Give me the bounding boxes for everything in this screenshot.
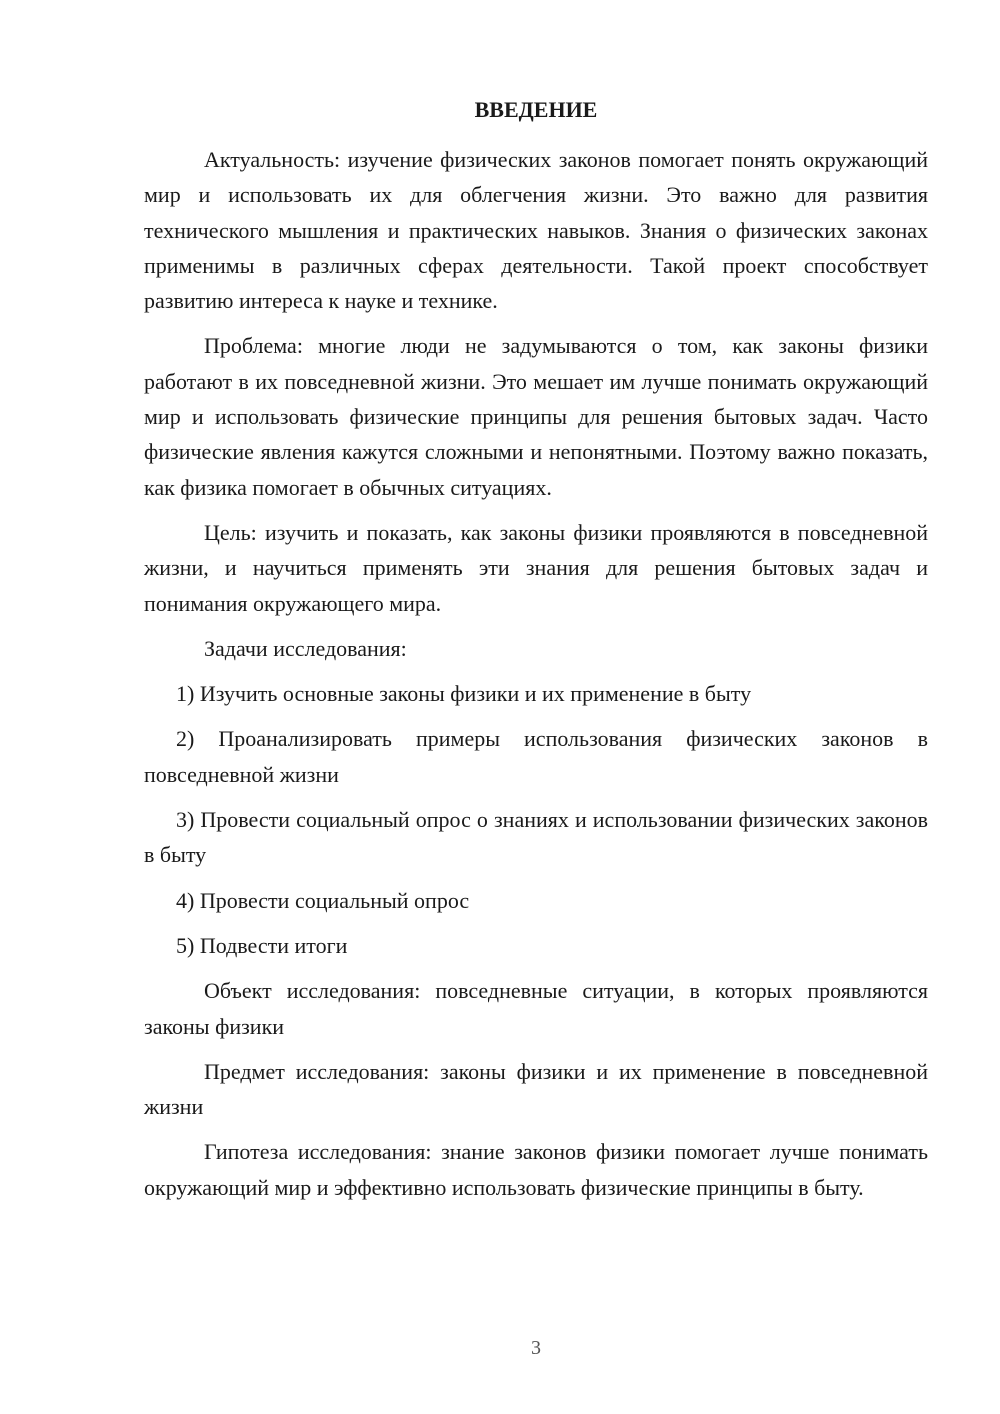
paragraph-hypothesis: Гипотеза исследования: знание законов физики помогает лучше понимать окружающий мир и эффективно использовать физические принципы в быту.: [144, 1139, 928, 1200]
task-item-3: 3) Провести социальный опрос о знаниях и использовании физических законов в быту: [144, 807, 928, 868]
paragraph-problem: Проблема: многие люди не задумываются о том, как законы физики работают в их повседневной жизни. Это мешает им лучше понимать окружающий мир и использовать физические принципы для решения бытовых задач. Часто физические явления кажутся сложными и непонятными. Поэтому важно показать, как физика помогает в обычных ситуациях.: [144, 333, 928, 500]
task-item-1: 1) Изучить основные законы физики и их применение в быту: [176, 681, 752, 707]
paragraph-relevance: Актуальность: изучение физических законов помогает понять окружающий мир и использовать их для облегчения жизни. Это важно для развития технического мышления и практических навыков. Знания о физических законах применимы в различных сферах деятельности. Такой проект способствует развитию интереса к науке и технике.: [144, 147, 928, 314]
paragraph-subject: Предмет исследования: законы физики и их применение в повседневной жизни: [144, 1058, 928, 1120]
task-item-4: 4) Провести социальный опрос: [176, 887, 470, 913]
paragraph-tasks-heading: Задачи исследования:: [204, 635, 407, 661]
paragraph-goal: Цель: изучить и показать, как законы физики проявляются в повседневной жизни, и научиться применять эти знания для решения бытовых задач и понимания окружающего мира.: [144, 519, 928, 616]
document-page: [144, 0, 928, 1414]
page-content: [144, 142, 928, 1215]
task-item-2: 2) Проанализировать примеры использования физических законов в повседневной жизни: [144, 726, 928, 787]
page-title: ВВЕДЕНИЕ: [474, 97, 598, 122]
task-item-5: 5) Подвести итоги: [176, 932, 348, 958]
page-number: 3: [531, 1337, 541, 1359]
paragraph-object: Объект исследования: повседневные ситуации, в которых проявляются законы физики: [144, 978, 928, 1039]
